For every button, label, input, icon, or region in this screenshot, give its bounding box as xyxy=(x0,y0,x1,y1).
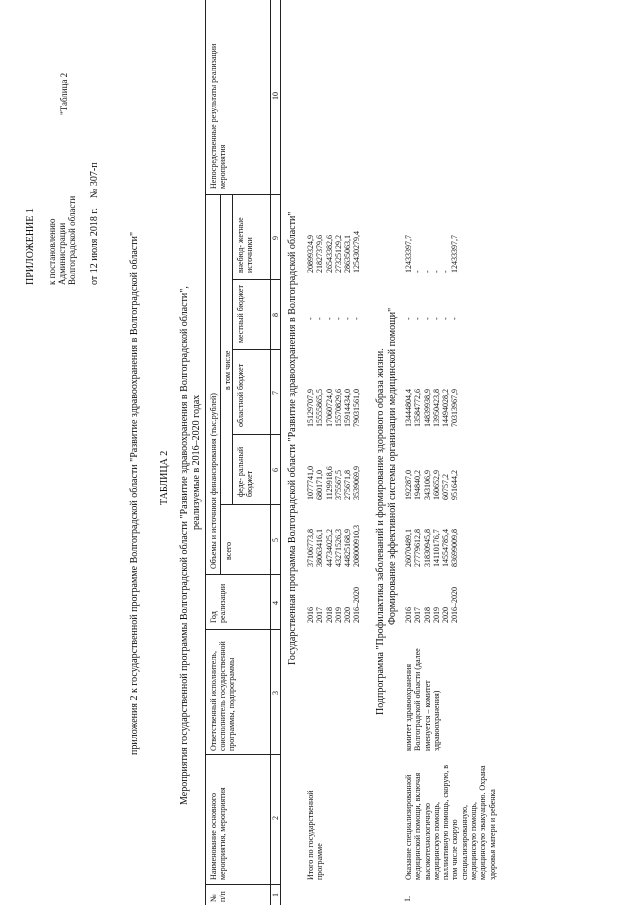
row1-extra xyxy=(404,235,460,273)
federal-value: 1077741,0 xyxy=(306,466,315,500)
extra-value: 21827379,6 xyxy=(315,235,325,273)
total-year: 2016 xyxy=(306,607,315,623)
total-value: 38063416,1 xyxy=(315,529,325,567)
row1-local-value: - xyxy=(441,317,451,320)
appendix-line-1: к постановлению xyxy=(47,218,57,285)
row1-regional-value: 13950423,8 xyxy=(431,389,441,427)
row1-extra-value: 12433397,7 xyxy=(404,235,413,273)
row1-extra-value: - xyxy=(441,270,451,273)
row1-year: 2016 xyxy=(404,607,413,623)
total-row-name: Итого по государственной программе xyxy=(306,790,325,880)
header-regional: областной бюджет xyxy=(236,363,245,427)
row1-federal-value: 160652,9 xyxy=(431,470,441,500)
total-year: 2016–2020 xyxy=(352,587,362,623)
row1-regional-value: 13584772,6 xyxy=(413,389,423,427)
federal-value: 3539069,9 xyxy=(352,466,362,500)
row1-local xyxy=(404,317,460,320)
row1-total-value: 27779612,8 xyxy=(413,529,423,567)
federal-value: 680171,0 xyxy=(315,470,325,500)
row1-extra-value: - xyxy=(422,270,432,273)
row1-extra-value: - xyxy=(413,270,423,273)
row1-year: 2018 xyxy=(422,607,432,623)
col-sep-9 xyxy=(205,194,280,195)
row1-federal-value: 343106,9 xyxy=(422,470,432,500)
row1-local-value: - xyxy=(450,317,460,320)
col-sep-4 xyxy=(205,574,280,575)
row1-local-value: - xyxy=(431,317,441,320)
subprogram-heading-1: Подпрограмма "Профилактика заболеваний и формирование здорового образа жизни. xyxy=(375,348,386,715)
col-number-line xyxy=(280,0,281,905)
row1-total-value: 31830945,8 xyxy=(422,529,432,567)
row1-regional-value: 14494028,2 xyxy=(441,389,451,427)
row1-regional-value: 13444804,4 xyxy=(404,389,413,427)
row1-regional-value: 14839938,9 xyxy=(422,389,432,427)
row1-year: 2016–2020 xyxy=(450,587,460,623)
col-number-10: 10 xyxy=(271,92,280,100)
header-financing: Объемы и источники финансирования (тыс.рублей) xyxy=(209,393,218,569)
row1-federal-value: 60757,2 xyxy=(441,474,451,500)
total-year: 2017 xyxy=(315,607,325,623)
row1-total-value: 83699009,8 xyxy=(450,529,460,567)
total-year: 2018 xyxy=(324,607,334,623)
col-sep-8 xyxy=(232,279,280,280)
col-number-9: 9 xyxy=(271,236,280,240)
row1-local-value: - xyxy=(404,317,413,320)
header-name: Наименование основного мероприятия, мероприятия xyxy=(209,787,227,880)
row1-name: Оказание специализированной медицинской помощи, включая высокотехнологичную медицинскую помощь, паллиативную помощь, скорую, в том числе скорую специализированную, медицинскую помощь, медицинскую эвакуацию. Охрана здоровья матери и ребенка xyxy=(404,764,497,880)
subprogram-heading-2: Формирование эффективной системы организации медицинской помощи" xyxy=(387,307,398,625)
col-sep-5 xyxy=(220,504,280,505)
table-label-right: "Таблица 2 xyxy=(59,72,69,115)
appendix-line-3: Волгоградской области xyxy=(67,195,77,285)
extra-value: 27325129,2 xyxy=(333,235,343,273)
row1-local-value: - xyxy=(413,317,423,320)
total-value: 208000910,3 xyxy=(352,525,362,567)
total-value: 37106773,8 xyxy=(306,529,315,567)
regional-value: 17060724,0 xyxy=(324,389,334,427)
extra-value: 125430279,4 xyxy=(352,231,362,273)
header-executor: Ответственный исполнитель, соисполнитель государственной программы, подпрограммы xyxy=(209,641,236,751)
subtitle-line-2: реализуемые в 2016–2020 годах xyxy=(191,394,202,530)
local-value: - xyxy=(333,317,343,320)
table-top-line xyxy=(205,0,206,905)
col-sep-1 xyxy=(205,884,280,885)
header-including: в том числе xyxy=(223,350,232,390)
row1-year: 2019 xyxy=(431,607,441,623)
federal-value: 275671,8 xyxy=(343,470,353,500)
total-row-total xyxy=(306,525,362,567)
total-year: 2019 xyxy=(333,607,343,623)
total-row-years xyxy=(306,587,362,623)
appendix-title: ПРИЛОЖЕНИЕ 1 xyxy=(25,208,36,285)
federal-value: 375567,5 xyxy=(333,470,343,500)
extra-value: 20899324,9 xyxy=(306,235,315,273)
row1-years xyxy=(404,587,460,623)
header-bottom-line xyxy=(270,0,271,905)
regional-value: 15129707,9 xyxy=(306,389,315,427)
financing-header-line xyxy=(220,195,221,575)
local-value: - xyxy=(315,317,325,320)
row1-total-value: 14110176,7 xyxy=(431,529,441,567)
row1-federal-value: 192287,0 xyxy=(404,470,413,500)
col-sep-6 xyxy=(232,434,280,435)
row1-federal-value: 194840,2 xyxy=(413,470,423,500)
row1-extra-value: 12433397,7 xyxy=(450,235,460,273)
regional-value: 15570829,6 xyxy=(333,389,343,427)
header-results: Непосредственные результаты реализации мероприятия xyxy=(209,43,227,189)
total-row-local xyxy=(306,317,362,320)
total-value: 44734025,2 xyxy=(324,529,334,567)
row1-year: 2020 xyxy=(441,607,451,623)
col-number-8: 8 xyxy=(271,313,280,317)
total-row-extra xyxy=(306,231,362,273)
row1-total-value: 14554785,4 xyxy=(441,529,451,567)
program-heading: Государственная программа Волгоградской области "Развитие здравоохранения в Волгоградской области" xyxy=(287,211,298,665)
subtitle-line-1: Мероприятия государственной программы Волгоградской области "Развитие здравоохранения в Волгоградской области", xyxy=(179,286,190,805)
total-row-federal xyxy=(306,466,362,500)
total-row-regional xyxy=(306,389,362,427)
local-value: - xyxy=(343,317,353,320)
header-total: всего xyxy=(224,541,233,560)
local-value: - xyxy=(324,317,334,320)
local-value: - xyxy=(306,317,315,320)
total-value: 44825168,9 xyxy=(343,529,353,567)
col-sep-7 xyxy=(232,349,280,350)
row1-extra-value: - xyxy=(431,270,441,273)
header-year: Год реализации xyxy=(209,583,227,623)
total-year: 2020 xyxy=(343,607,353,623)
header-extra: внебюд- жетные источники xyxy=(236,217,254,273)
col-number-7: 7 xyxy=(271,391,280,395)
regional-value: 15555865,5 xyxy=(315,389,325,427)
col-number-2: 2 xyxy=(271,816,280,820)
col-number-3: 3 xyxy=(271,691,280,695)
header-local: местный бюджет xyxy=(236,285,245,343)
row1-total-value: 26070489,1 xyxy=(404,529,413,567)
row1-federal-value: 951644,2 xyxy=(450,470,460,500)
local-value: - xyxy=(352,317,362,320)
extra-value: 26543382,6 xyxy=(324,235,334,273)
extra-value: 28635063,1 xyxy=(343,235,353,273)
federal-value: 1129918,6 xyxy=(324,466,334,500)
row1-num: 1. xyxy=(403,896,412,902)
col-number-4: 4 xyxy=(271,601,280,605)
row1-regional-value: 70313967,9 xyxy=(450,389,460,427)
total-value: 43271526,3 xyxy=(333,529,343,567)
decree-date: от 12 июля 2018 г. № 307-п xyxy=(89,162,100,285)
regional-value: 15914434,0 xyxy=(343,389,353,427)
header-federal: феде- ральный бюджет xyxy=(236,446,254,497)
header-num: № п/п xyxy=(209,891,227,902)
row1-executor: комитет здравоохранения Волгоградской области (далее именуется – комитет здравоохранения) xyxy=(404,648,441,751)
row1-year: 2017 xyxy=(413,607,423,623)
col-number-6: 6 xyxy=(271,468,280,472)
appendix-line-2: Администрации xyxy=(57,222,67,285)
row1-regional xyxy=(404,389,460,427)
col-number-1: 1 xyxy=(271,893,280,897)
row1-local-value: - xyxy=(422,317,432,320)
including-header-line xyxy=(232,195,233,505)
col-number-5: 5 xyxy=(271,538,280,542)
regional-value: 79031561,0 xyxy=(352,389,362,427)
col-sep-2 xyxy=(205,754,280,755)
col-sep-3 xyxy=(205,629,280,630)
row1-federal xyxy=(404,470,460,500)
table-title: ТАБЛИЦА 2 xyxy=(159,450,170,505)
appendix-ref: приложения 2 к государственной программе Волгоградской области "Развитие здравоохранения в Волгоградской области" xyxy=(129,231,140,755)
row1-total xyxy=(404,529,460,567)
